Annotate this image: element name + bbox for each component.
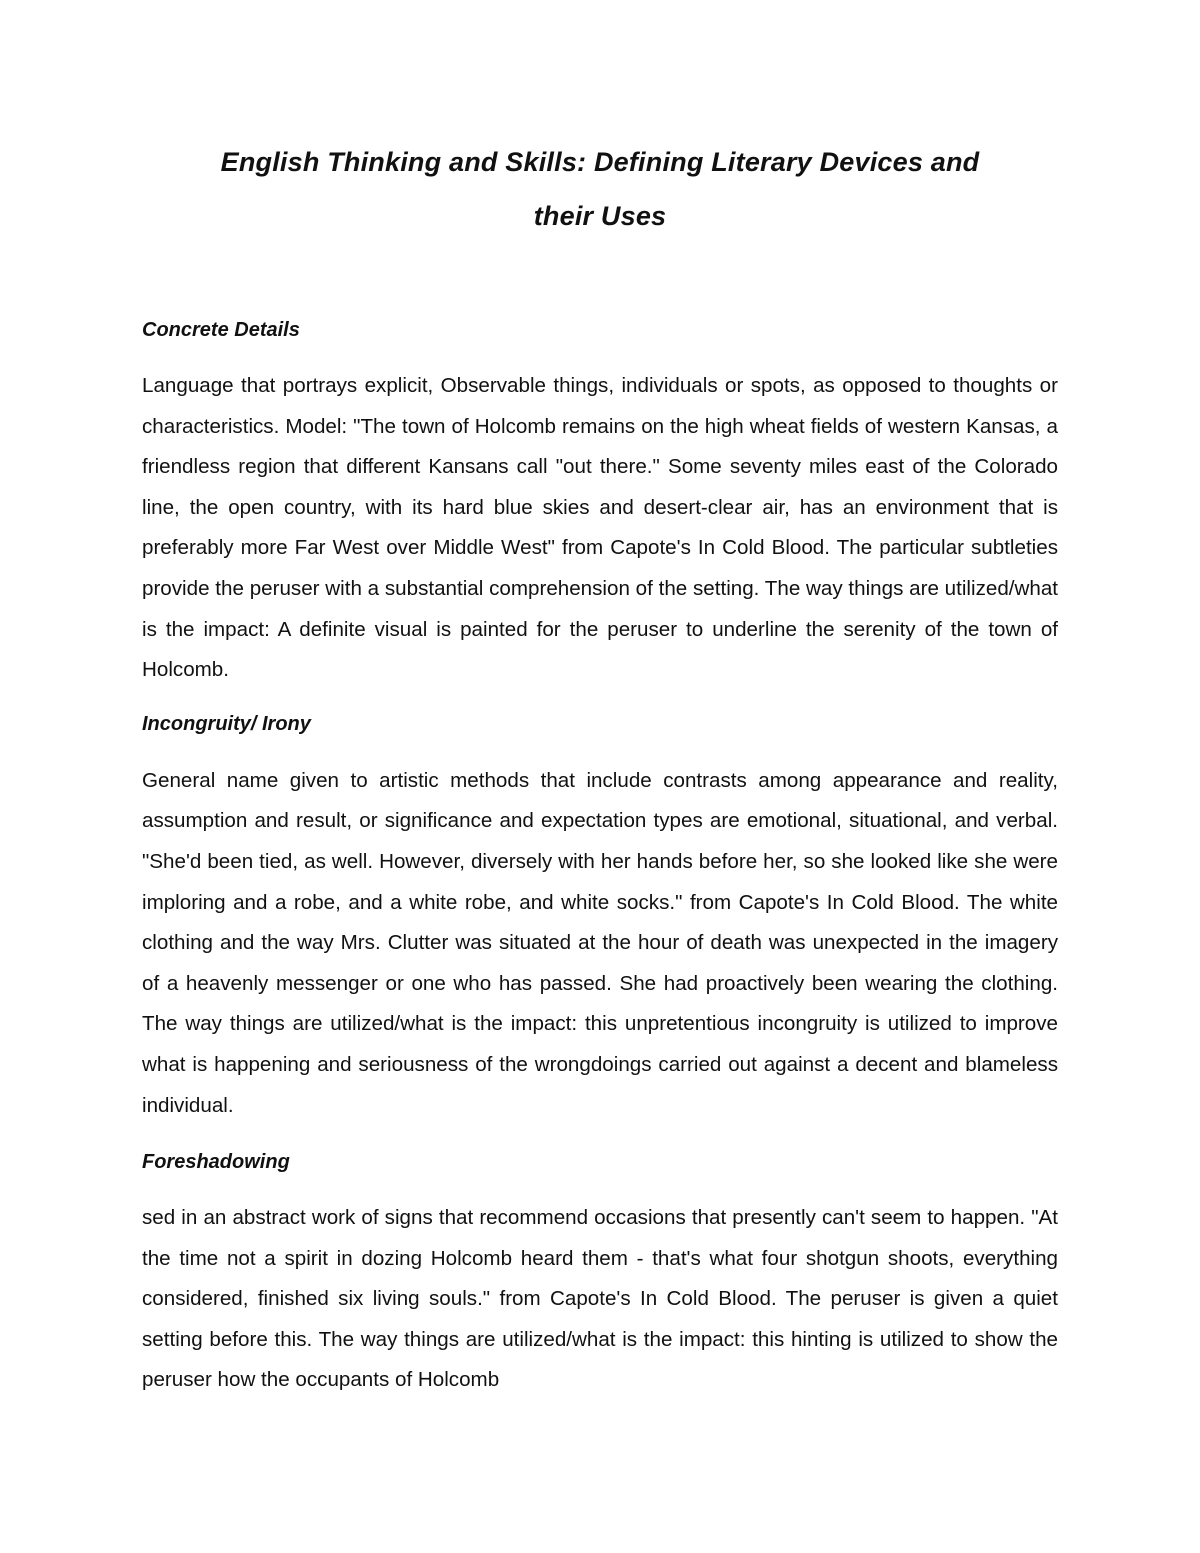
section-heading-irony: Incongruity/ Irony: [142, 712, 311, 735]
section-body-concrete-details: Language that portrays explicit, Observable things, individuals or spots, as opposed to thoughts or characteristics. Model: "The town of Holcomb remains on the high wheat fields of western Kansas, a friendless region that different Kansans call "out there." Some seventy miles east of the Colorado line, the open country, with its hard blue skies and desert-clear air, has an environment that is preferably more Far West over Middle West" from Capote's In Cold Blood. The particular subtleties provide the peruser with a substantial comprehension of the setting. The way things are utilized/what is the impact: A definite visual is painted for the peruser to underline the serenity of the town of Holcomb.: [142, 374, 1058, 682]
document-title-line-2: their Uses: [533, 201, 667, 231]
section-heading-concrete-details: Concrete Details: [142, 319, 300, 341]
section-body-foreshadowing: sed in an abstract work of signs that recommend occasions that presently can't seem to happen. "At the time not a spirit in dozing Holcomb heard them - that's what four shotgun shoots, everything considered, finished six living souls." from Capote's In Cold Blood. The peruser is given a quiet setting before this. The way things are utilized/what is the impact: this hinting is utilized to show the peruser how the occupants of Holcomb: [142, 1206, 1058, 1392]
document-title: [142, 135, 1058, 243]
document-title-line-1: English Thinking and Skills: Defining Literary Devices and: [220, 147, 980, 177]
section-body-irony: General name given to artistic methods that include contrasts among appearance and reality, assumption and result, or significance and expectation types are emotional, situational, and verbal. "She'd been tied, as well. However, diversely with her hands before her, so she looked like she were imploring and a robe, and a white robe, and white socks." from Capote's In Cold Blood. The white clothing and the way Mrs. Clutter was situated at the hour of death was unexpected in the imagery of a heavenly messenger or one who has passed. She had proactively been wearing the clothing. The way things are utilized/what is the impact: this unpretentious incongruity is utilized to improve what is happening and seriousness of the wrongdoings carried out against a decent and blameless individual.: [142, 768, 1058, 1117]
section-heading-foreshadowing: Foreshadowing: [142, 1151, 290, 1174]
document-page: [142, 135, 1058, 1401]
